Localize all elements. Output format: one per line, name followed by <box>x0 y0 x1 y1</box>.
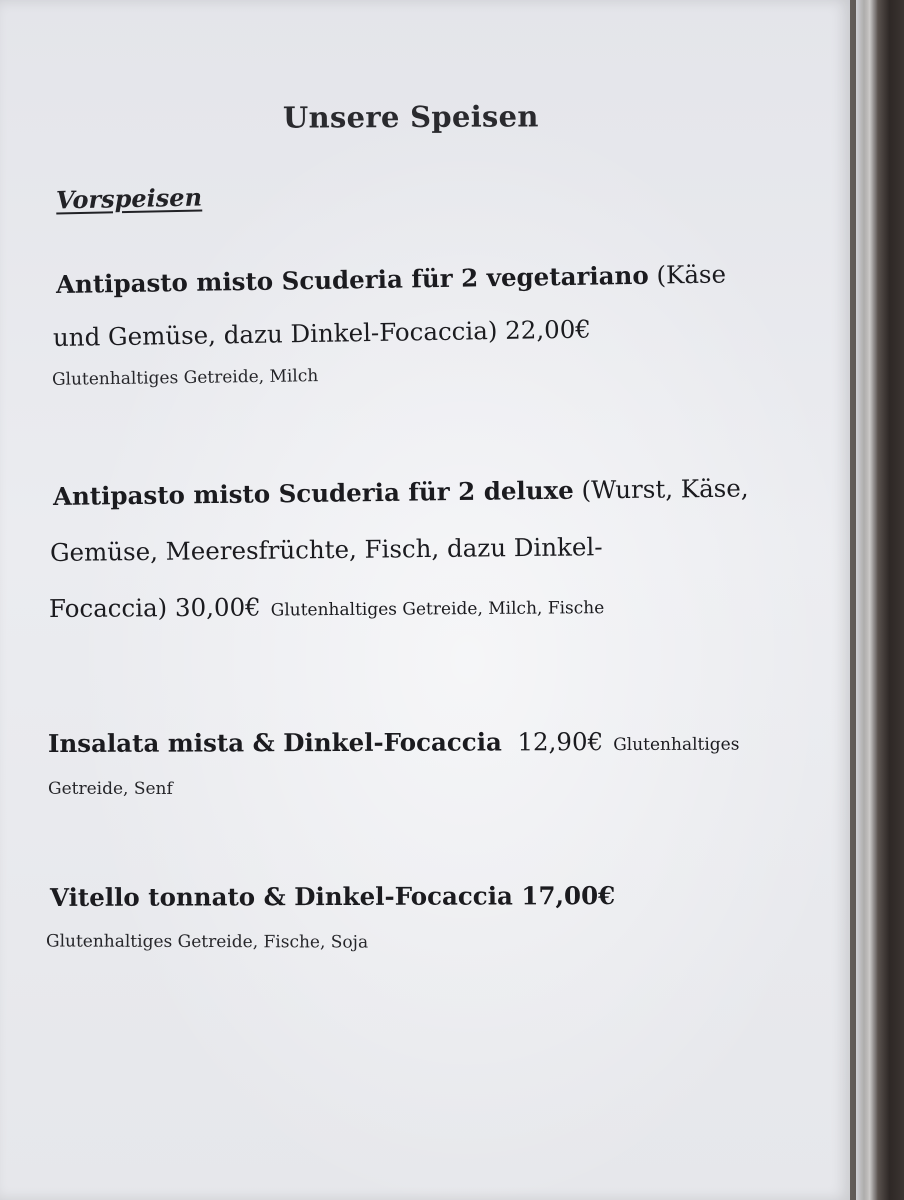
menu-item-1-line-2: und Gemüse, dazu Dinkel-Focaccia) 22,00€ <box>52 314 592 352</box>
menu-item-2-name: Antipasto misto Scuderia für 2 deluxe <box>52 475 574 511</box>
menu-title: Unsere Speisen <box>282 99 539 135</box>
menu-item-2-allergens: Glutenhaltiges Getreide, Milch, Fische <box>270 598 605 621</box>
menu-item-3-allergens-end: Getreide, Senf <box>48 779 173 799</box>
menu-item-3-name: Insalata mista & Dinkel-Focaccia <box>47 727 502 758</box>
menu-item-2-line-1 <box>53 474 749 511</box>
menu-item-4-name-price: Vitello tonnato & Dinkel-Focaccia 17,00€ <box>49 881 616 912</box>
menu-item-1-line-1 <box>56 259 726 299</box>
section-heading-vorspeisen: Vorspeisen <box>55 182 203 215</box>
menu-item-1-allergens: Glutenhaltiges Getreide, Milch <box>51 366 319 390</box>
menu-item-1-description-start: (Käse <box>648 259 727 290</box>
menu-item-4-allergens: Glutenhaltiges Getreide, Fische, Soja <box>45 931 369 953</box>
menu-item-2-description-start: (Wurst, Käse, <box>573 473 749 505</box>
menu-item-2-price-line: Focaccia) 30,00€ <box>48 592 261 623</box>
menu-item-3-line-1 <box>48 727 740 758</box>
menu-item-2-line-2: Gemüse, Meeresfrüchte, Fisch, dazu Dinkel- <box>49 532 603 567</box>
menu-item-4-line-1 <box>50 881 615 912</box>
menu-item-2-line-3 <box>49 590 604 623</box>
menu-item-3-allergens-start: Glutenhaltiges <box>613 734 740 756</box>
menu-item-3-price: 12,90€ <box>517 727 604 757</box>
plastic-sleeve-edge <box>864 0 878 1200</box>
menu-item-1-name: Antipasto misto Scuderia für 2 vegetariano <box>55 260 649 299</box>
